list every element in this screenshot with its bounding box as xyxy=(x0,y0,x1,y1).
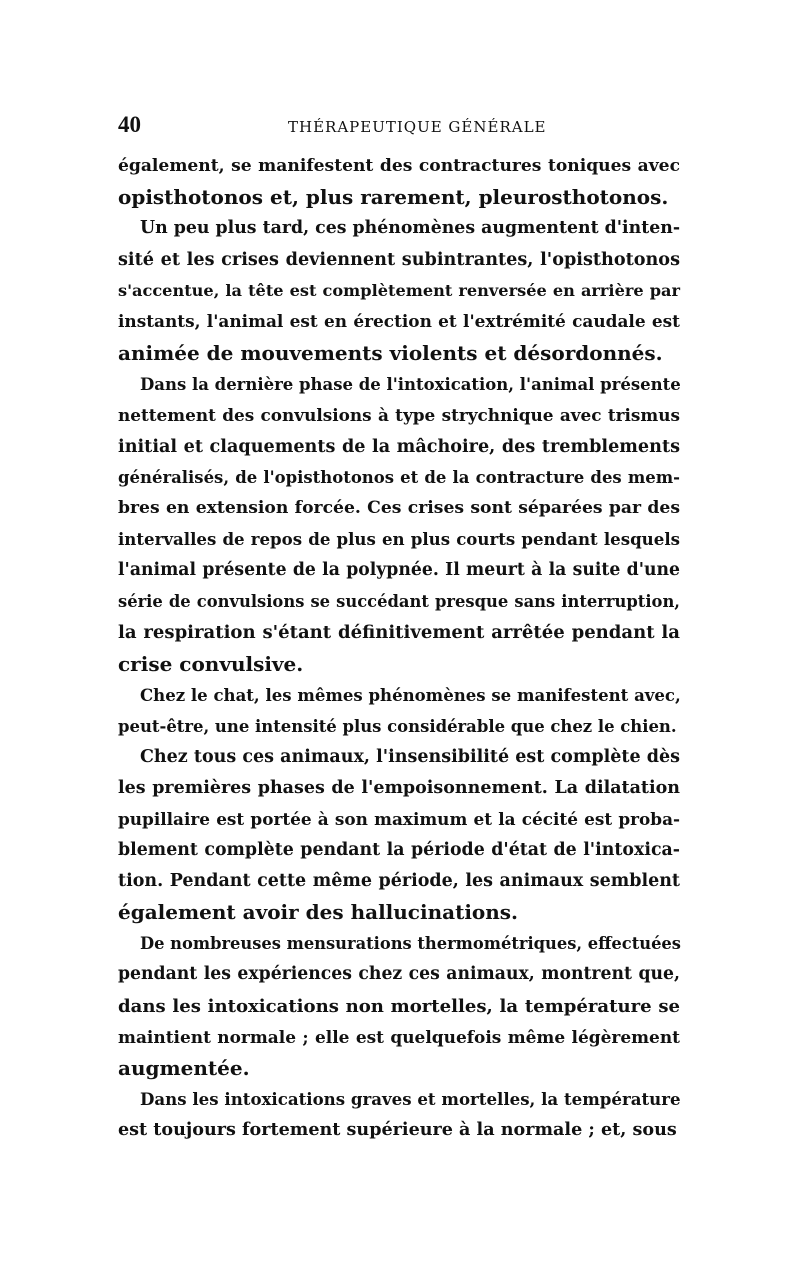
page-number: 40 xyxy=(118,112,141,137)
paragraph xyxy=(118,1084,680,1146)
paragraph xyxy=(118,213,680,368)
text-line: également, se manifestent des contractures toniques avec xyxy=(118,156,680,176)
text-line: dans les intoxications non mortelles, la température se xyxy=(118,995,680,1017)
paragraph xyxy=(118,742,680,929)
text-line: instants, l'animal est en érection et l'extrémité caudale est xyxy=(118,311,680,332)
body-text xyxy=(118,151,680,1146)
text-line: nettement des convulsions à type strychnique avec trismus xyxy=(118,404,680,425)
paragraph xyxy=(118,680,680,742)
paragraph xyxy=(118,928,680,1083)
text-line: augmentée. xyxy=(118,1055,250,1080)
text-line: également avoir des hallucinations. xyxy=(118,900,519,925)
page-header xyxy=(118,112,680,142)
text-line: généralisés, de l'opisthotonos et de la contracture des mem- xyxy=(118,467,680,487)
text-line: animée de mouvements violents et désordonnés. xyxy=(118,340,663,365)
text-line: blement complète pendant la période d'état de l'intoxica- xyxy=(118,840,680,861)
running-title: THÉRAPEUTIQUE GÉNÉRALE xyxy=(288,118,547,136)
text-line: sité et les crises deviennent subintrantes, l'opisthotonos xyxy=(118,249,680,271)
text-line: série de convulsions se succédant presque sans interruption, xyxy=(118,592,680,612)
text-line: l'animal présente de la polypnée. Il meurt à la suite d'une xyxy=(118,560,680,581)
text-line: intervalles de repos de plus en plus courts pendant lesquels xyxy=(118,529,680,550)
text-line: peut-être, une intensité plus considérable que chez le chien. xyxy=(118,716,677,736)
text-line: Dans les intoxications graves et mortelles, la température xyxy=(140,1088,681,1109)
text-line: De nombreuses mensurations thermométriques, effectuées xyxy=(140,934,681,954)
text-line: maintient normale ; elle est quelquefois même légèrement xyxy=(118,1026,680,1047)
text-line: s'accentue, la tête est complètement renversée en arrière par xyxy=(118,281,680,301)
text-line: bres en extension forcée. Ces crises sont séparées par des xyxy=(118,498,680,519)
text-line: Dans la dernière phase de l'intoxication, l'animal présente xyxy=(140,374,681,394)
text-line: est toujours fortement supérieure à la normale ; et, sous xyxy=(118,1119,677,1140)
text-line: opisthotonos et, plus rarement, pleurosthotonos. xyxy=(118,185,669,210)
text-line: la respiration s'étant définitivement arrêtée pendant la xyxy=(118,622,680,644)
text-line: Un peu plus tard, ces phénomènes augmentent d'inten- xyxy=(140,218,680,239)
text-line: les premières phases de l'empoisonnement. La dilatation xyxy=(118,777,680,798)
text-line: pendant les expériences chez ces animaux, montrent que, xyxy=(118,964,680,985)
text-line: tion. Pendant cette même période, les animaux semblent xyxy=(118,871,680,892)
paragraph xyxy=(118,369,680,680)
text-line: Chez tous ces animaux, l'insensibilité est complète dès xyxy=(140,746,680,767)
text-line: initial et claquements de la mâchoire, des tremblements xyxy=(118,435,680,457)
text-line: Chez le chat, les mêmes phénomènes se manifestent avec, xyxy=(140,684,681,705)
text-line: crise convulsive. xyxy=(118,651,304,676)
paragraph xyxy=(118,151,680,213)
text-line: pupillaire est portée à son maximum et la cécité est proba- xyxy=(118,808,680,829)
